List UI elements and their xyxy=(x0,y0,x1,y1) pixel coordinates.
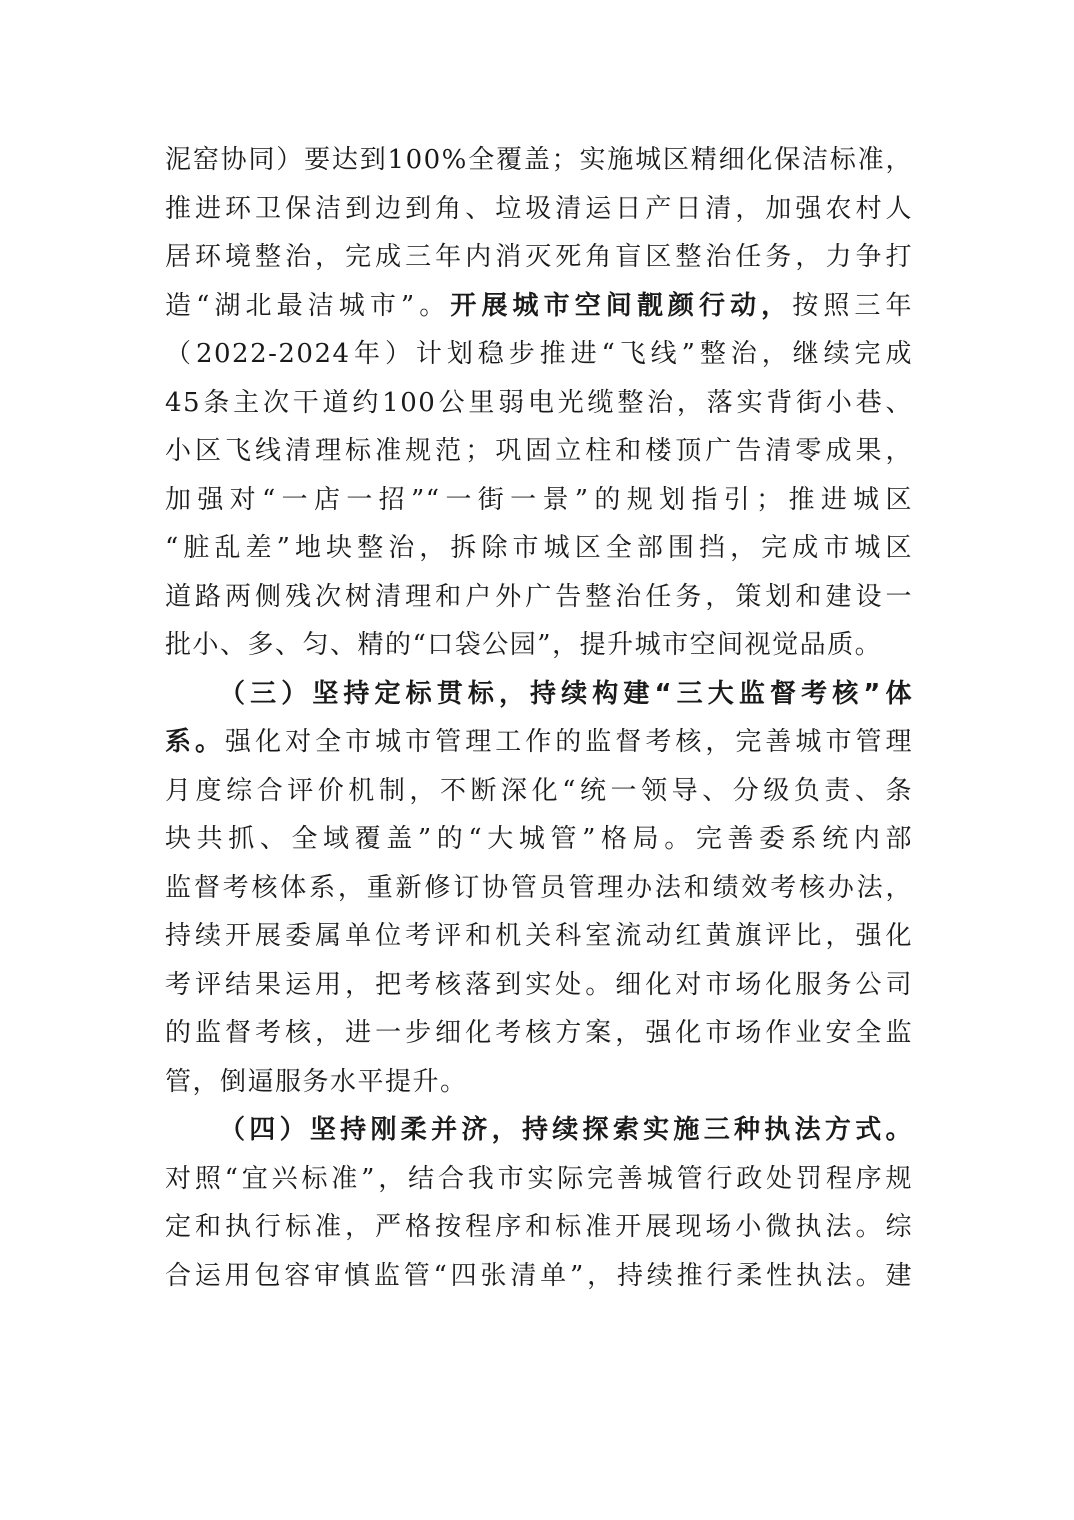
paragraph-line: 45条主次干道约100公里弱电光缆整治，落实背街小巷、 xyxy=(165,387,913,418)
paragraph-line: 的监督考核，进一步细化考核方案，强化市场作业安全监 xyxy=(165,1018,913,1048)
paragraph-line: （2022-2024年）计划稳步推进“飞线”整治，继续完成 xyxy=(165,339,913,369)
paragraph-line: 道路两侧残次树清理和户外广告整治任务，策划和建设一 xyxy=(165,581,913,612)
paragraph-line: 合运用包容审慎监管“四张清单”，持续推行柔性执法。建 xyxy=(165,1260,913,1291)
paragraph-line: 泥窑协同）要达到100%全覆盖；实施城区精细化保洁标准， xyxy=(165,145,913,175)
paragraph-line: 持续开展委属单位考评和机关科室流动红黄旗评比，强化 xyxy=(165,921,913,951)
bold-phrase: 开展城市空间靓颜行动， xyxy=(450,290,793,321)
line-segment: 造“湖北最洁城市”。 xyxy=(165,290,451,321)
paragraph-line: 块共抓、全域覆盖”的“大城管”格局。完善委系统内部 xyxy=(165,824,913,854)
section-heading: （四）坚持刚柔并济，持续探索实施三种执法方式。 xyxy=(219,1115,913,1145)
section-heading-end: 系。 xyxy=(165,727,226,757)
paragraph-line: 月度综合评价机制，不断深化“统一领导、分级负责、条 xyxy=(165,775,913,806)
paragraph-line: 考评结果运用，把考核落到实处。细化对市场化服务公司 xyxy=(165,969,913,1000)
paragraph-line: 监督考核体系，重新修订协管员管理办法和绩效考核办法， xyxy=(165,872,913,903)
paragraph-line: 定和执行标准，严格按程序和标准开展现场小微执法。综 xyxy=(165,1212,913,1242)
line-segment: 强化对全市城市管理工作的监督考核，完善城市管理 xyxy=(225,727,913,757)
paragraph-line: 推进环卫保洁到边到角、垃圾清运日产日清，加强农村人 xyxy=(165,193,913,224)
paragraph-line xyxy=(165,282,913,331)
paragraph-line: “脏乱差”地块整治，拆除市城区全部围挡，完成市城区 xyxy=(165,533,913,563)
line-segment: 按照三年 xyxy=(792,290,913,321)
section-heading: （三）坚持定标贯标，持续构建“三大监督考核”体 xyxy=(219,678,913,709)
paragraph-line: 对照“宜兴标准”，结合我市实际完善城管行政处罚程序规 xyxy=(165,1163,913,1194)
paragraph-line: 管，倒逼服务水平提升。 xyxy=(165,1066,468,1097)
paragraph-line: 小区飞线清理标准规范；巩固立柱和楼顶广告清零成果， xyxy=(165,436,913,466)
paragraph-line: 批小、多、匀、精的“口袋公园”，提升城市空间视觉品质。 xyxy=(165,630,883,660)
body-text xyxy=(165,136,913,1300)
paragraph-line: 加强对“一店一招”“一街一景”的规划指引；推进城区 xyxy=(165,484,913,515)
paragraph-line: 居环境整治，完成三年内消灭死角盲区整治任务，力争打 xyxy=(165,242,913,272)
paragraph-line xyxy=(165,718,913,767)
